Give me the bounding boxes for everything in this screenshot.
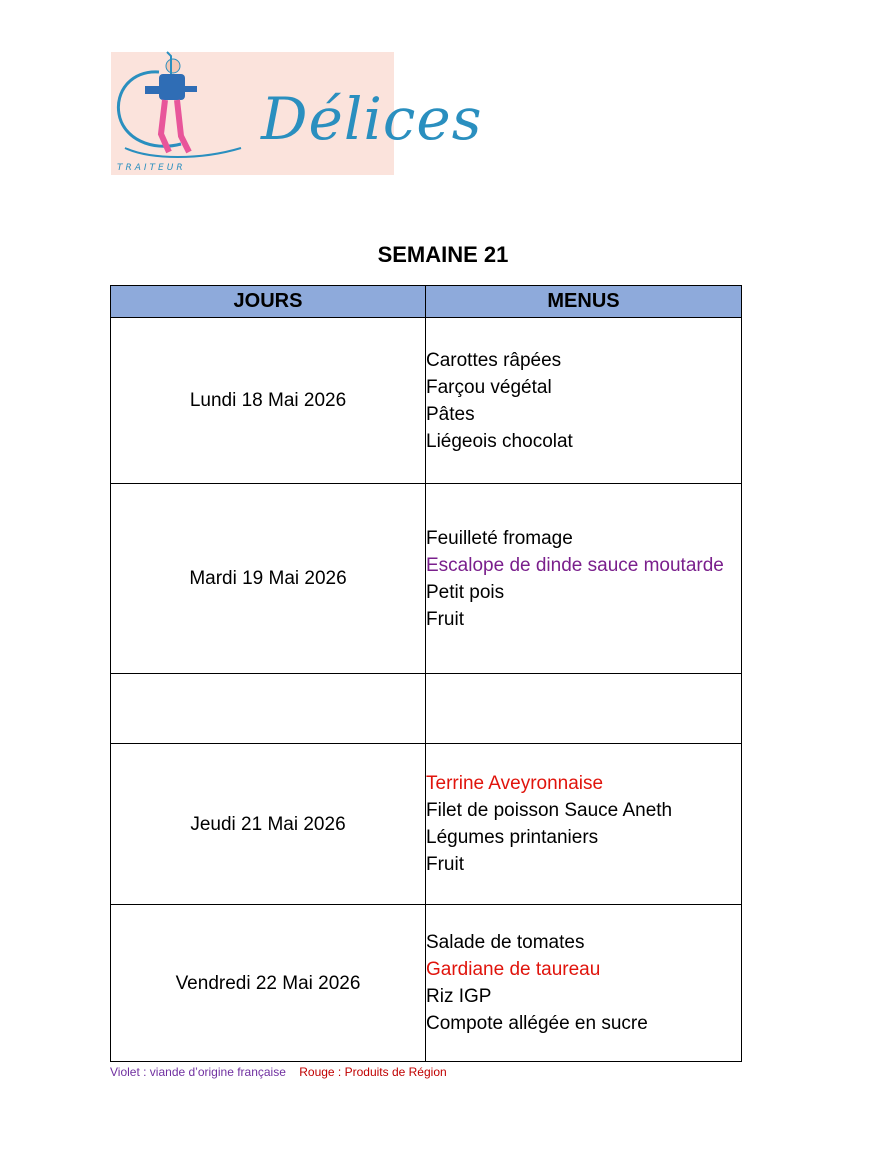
menu-item: Liégeois chocolat [426, 430, 573, 452]
day-cell [111, 674, 426, 744]
menu-item: Fruit [426, 854, 464, 875]
day-cell: Mardi 19 Mai 2026 [111, 484, 426, 674]
table-row [111, 905, 742, 1062]
table-row [111, 674, 742, 744]
menu-cell [426, 318, 742, 484]
day-cell: Jeudi 21 Mai 2026 [111, 744, 426, 905]
menu-cell [426, 484, 742, 674]
color-legend [110, 1065, 447, 1079]
legend-violet: Violet : viande d’origine française [110, 1065, 286, 1079]
menu-item: Pâtes [426, 403, 475, 425]
table-row [111, 744, 742, 905]
menu-item: Feuilleté fromage [426, 527, 573, 549]
menu-item: Salade de tomates [426, 932, 585, 953]
table-row [111, 318, 742, 484]
legend-red: Rouge : Produits de Région [299, 1065, 447, 1079]
menu-item: Compote allégée en sucre [426, 1013, 648, 1034]
weekly-menu-table [110, 285, 742, 1062]
column-header-days: JOURS [111, 286, 426, 318]
menu-item: Filet de poisson Sauce Aneth [426, 800, 673, 821]
menu-item: Riz IGP [426, 986, 492, 1007]
column-header-menus: MENUS [426, 286, 742, 318]
menu-item: Fruit [426, 608, 464, 630]
menu-item: Farçou végétal [426, 376, 552, 398]
menu-cell [426, 905, 742, 1062]
day-cell: Vendredi 22 Mai 2026 [111, 905, 426, 1062]
menu-item: Terrine Aveyronnaise [426, 773, 604, 794]
menu-item: Légumes printaniers [426, 827, 599, 848]
delices-logo [111, 52, 483, 175]
menu-cell [426, 674, 742, 744]
day-cell: Lundi 18 Mai 2026 [111, 318, 426, 484]
menu-item: Petit pois [426, 581, 505, 603]
logo-wordmark: Délices [261, 85, 483, 153]
menu-item: Carottes râpées [426, 349, 562, 371]
table-row [111, 484, 742, 674]
menu-cell [426, 744, 742, 905]
table-header-row [111, 286, 742, 318]
menu-item: Gardiane de taureau [426, 959, 601, 980]
page-title: SEMAINE 21 [377, 242, 509, 267]
menu-item: Escalope de dinde sauce moutarde [426, 554, 724, 576]
logo-subtitle: TRAITEUR [117, 163, 186, 173]
